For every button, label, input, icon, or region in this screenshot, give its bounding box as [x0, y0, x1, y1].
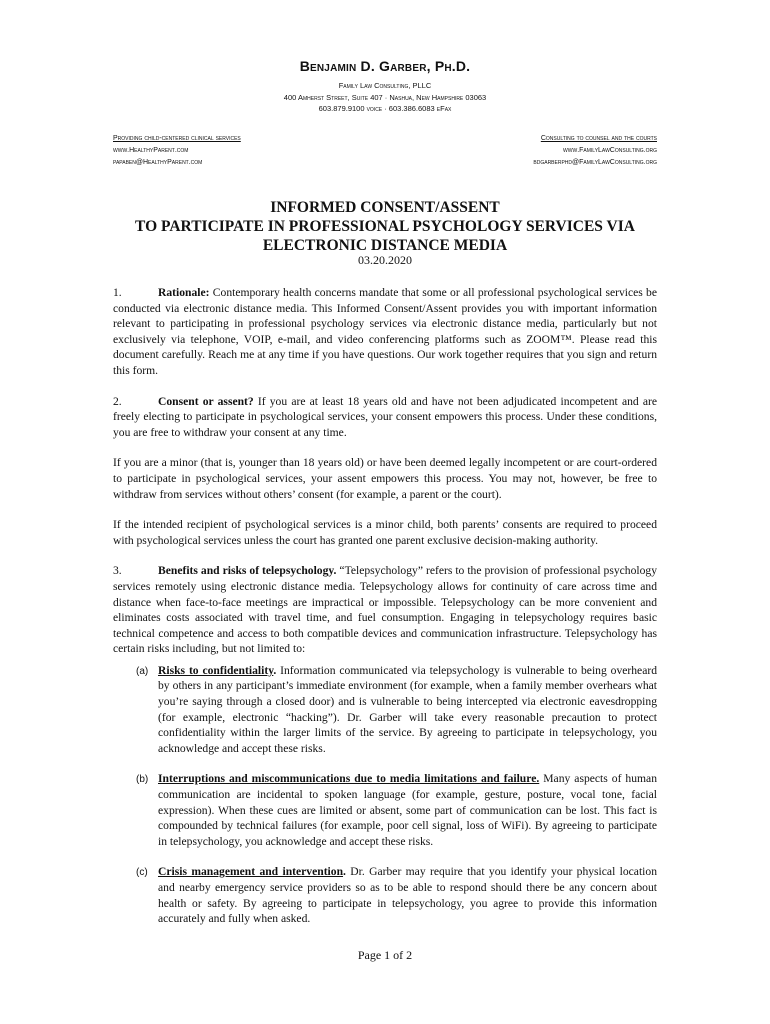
list-item-heading: Interruptions and miscommunications due to media limitations and failure.	[158, 772, 540, 786]
firm-address: 400 Amherst Street, Suite 407 · Nashua, New Hampshire 03063	[283, 92, 487, 102]
list-item	[113, 771, 657, 849]
section-heading: Benefits and risks of telepsychology.	[158, 564, 337, 578]
list-item-heading-end: .	[343, 865, 346, 879]
section-2	[113, 394, 657, 441]
section-number: 3.	[113, 564, 122, 578]
section-heading: Rationale:	[158, 286, 210, 299]
list-item-label: (a)	[136, 665, 149, 677]
left-website[interactable]: www.HealthyParent.com	[113, 147, 189, 154]
letterhead-right	[533, 133, 657, 169]
section-3	[113, 563, 657, 657]
list-item-heading: Crisis management and intervention	[158, 865, 344, 879]
letterhead-left	[113, 133, 241, 169]
list-item	[113, 864, 657, 926]
document-date: 03.20.2020	[358, 253, 412, 267]
right-website[interactable]: www.FamilyLawConsulting.org	[563, 147, 657, 154]
section-number: 2.	[113, 394, 122, 408]
section-heading: Consent or assent?	[158, 394, 254, 408]
section-1	[113, 285, 657, 379]
author-name: Benjamin D. Garber, Ph.D.	[299, 58, 471, 74]
firm-phone: 603.879.9100 voice · 603.386.6083 eFax	[318, 104, 452, 113]
document-body	[113, 285, 657, 942]
title-line-1: INFORMED CONSENT/ASSENT	[270, 199, 500, 216]
section-2-paragraph: If you are a minor (that is, younger than 18 years old) or have been deemed legally incompetent or are court-ordered to participate in psychological services, your assent empowers this process. You may not, however, be free to withdraw from services without others’ consent (for example, a parent or the court).	[113, 456, 657, 501]
risk-list	[113, 663, 657, 927]
section-number: 1.	[113, 286, 122, 299]
section-2-paragraph: If the intended recipient of psychological services is a minor child, both parents’ consents are required to proceed with psychological services unless the court has granted one parent exclusive decision-making authority.	[113, 518, 657, 547]
left-tagline: Providing child-centered clinical services	[113, 135, 241, 142]
section-text: “Telepsychology” refers to the provision of professional psychology services remotely using electronic distance media. Telepsychology allows for continuity of care across time and distance when face-to-face meetings are impractical or impossible. Telepsychology can be more convenient and eliminates costs associated with travel time, and fuel consumption. Engaging in telepsychology requires basic technical competence and access to both compatible devices and communication infrastructure. Telepsychology has certain risks including, but not limited to:	[113, 564, 657, 656]
list-item-label: (c)	[136, 867, 148, 879]
list-item-text: Information communicated via telepsychology is vulnerable to being overheard by others in any participant’s immediate environment (for example, when a family member overhears what you’re saying through a closed door) and is vulnerable to being intercepted via electronic eavesdropping (for example, electronic “hacking”). Dr. Garber will take every reasonable precaution to protect confidentiality within the larger limits of the service. By agreeing to participate in telepsychology, you acknowledge and accept these risks.	[158, 663, 657, 755]
letterhead	[0, 58, 770, 115]
firm-name: Family Law Consulting, PLLC	[338, 81, 432, 90]
list-item-text: Many aspects of human communication are incidental to spoken language (for example, gesture, posture, vocal tone, facial expression). When these cues are limited or absent, some part of communication can be lost. This fact is compounded by technical failures (for example, poor cell signal, loss of WiFi). By agreeing to participate in telepsychology, you acknowledge and accept these risks.	[158, 772, 657, 848]
document-title	[0, 198, 770, 255]
section-text: Contemporary health concerns mandate that some or all professional psychological services be conducted via electronic distance media. This Informed Consent/Assent provides you with important information relevant to participating in professional psychology services via electronic distance media, particularly but not exclusively via telephone, VOIP, e-mail, and video conferencing platforms such as ZOOM™. Please read this document carefully. Reach me at any time if you have questions. Our work together requires that you sign and return this form.	[113, 286, 657, 377]
list-item-label: (b)	[136, 774, 149, 786]
left-email[interactable]: papaben@HealthyParent.com	[113, 159, 203, 166]
list-item-heading: Risks to confidentiality	[158, 663, 274, 677]
right-tagline: Consulting to counsel and the courts	[540, 135, 657, 142]
title-line-3: ELECTRONIC DISTANCE MEDIA	[262, 237, 508, 254]
list-item-heading-end: .	[273, 663, 277, 677]
page-number: Page 1 of 2	[357, 948, 413, 962]
list-item-text: Dr. Garber may require that you identify your physical location and nearby emergency service providers so as to be able to respond should there be any concern about health or safety. By agreeing to participate in telepsychology, you agree to provide this information accurately and fully when asked.	[158, 865, 657, 926]
list-item	[113, 663, 657, 757]
title-line-2: TO PARTICIPATE IN PROFESSIONAL PSYCHOLOGY SERVICES VIA	[135, 218, 635, 235]
section-text: If you are at least 18 years old and have not been adjudicated incompetent and are freely electing to participate in psychological services, your consent empowers this process. Under these conditions, you are free to withdraw your consent at any time.	[113, 394, 657, 439]
right-email[interactable]: bdgarberphd@FamilyLawConsulting.org	[533, 159, 657, 166]
